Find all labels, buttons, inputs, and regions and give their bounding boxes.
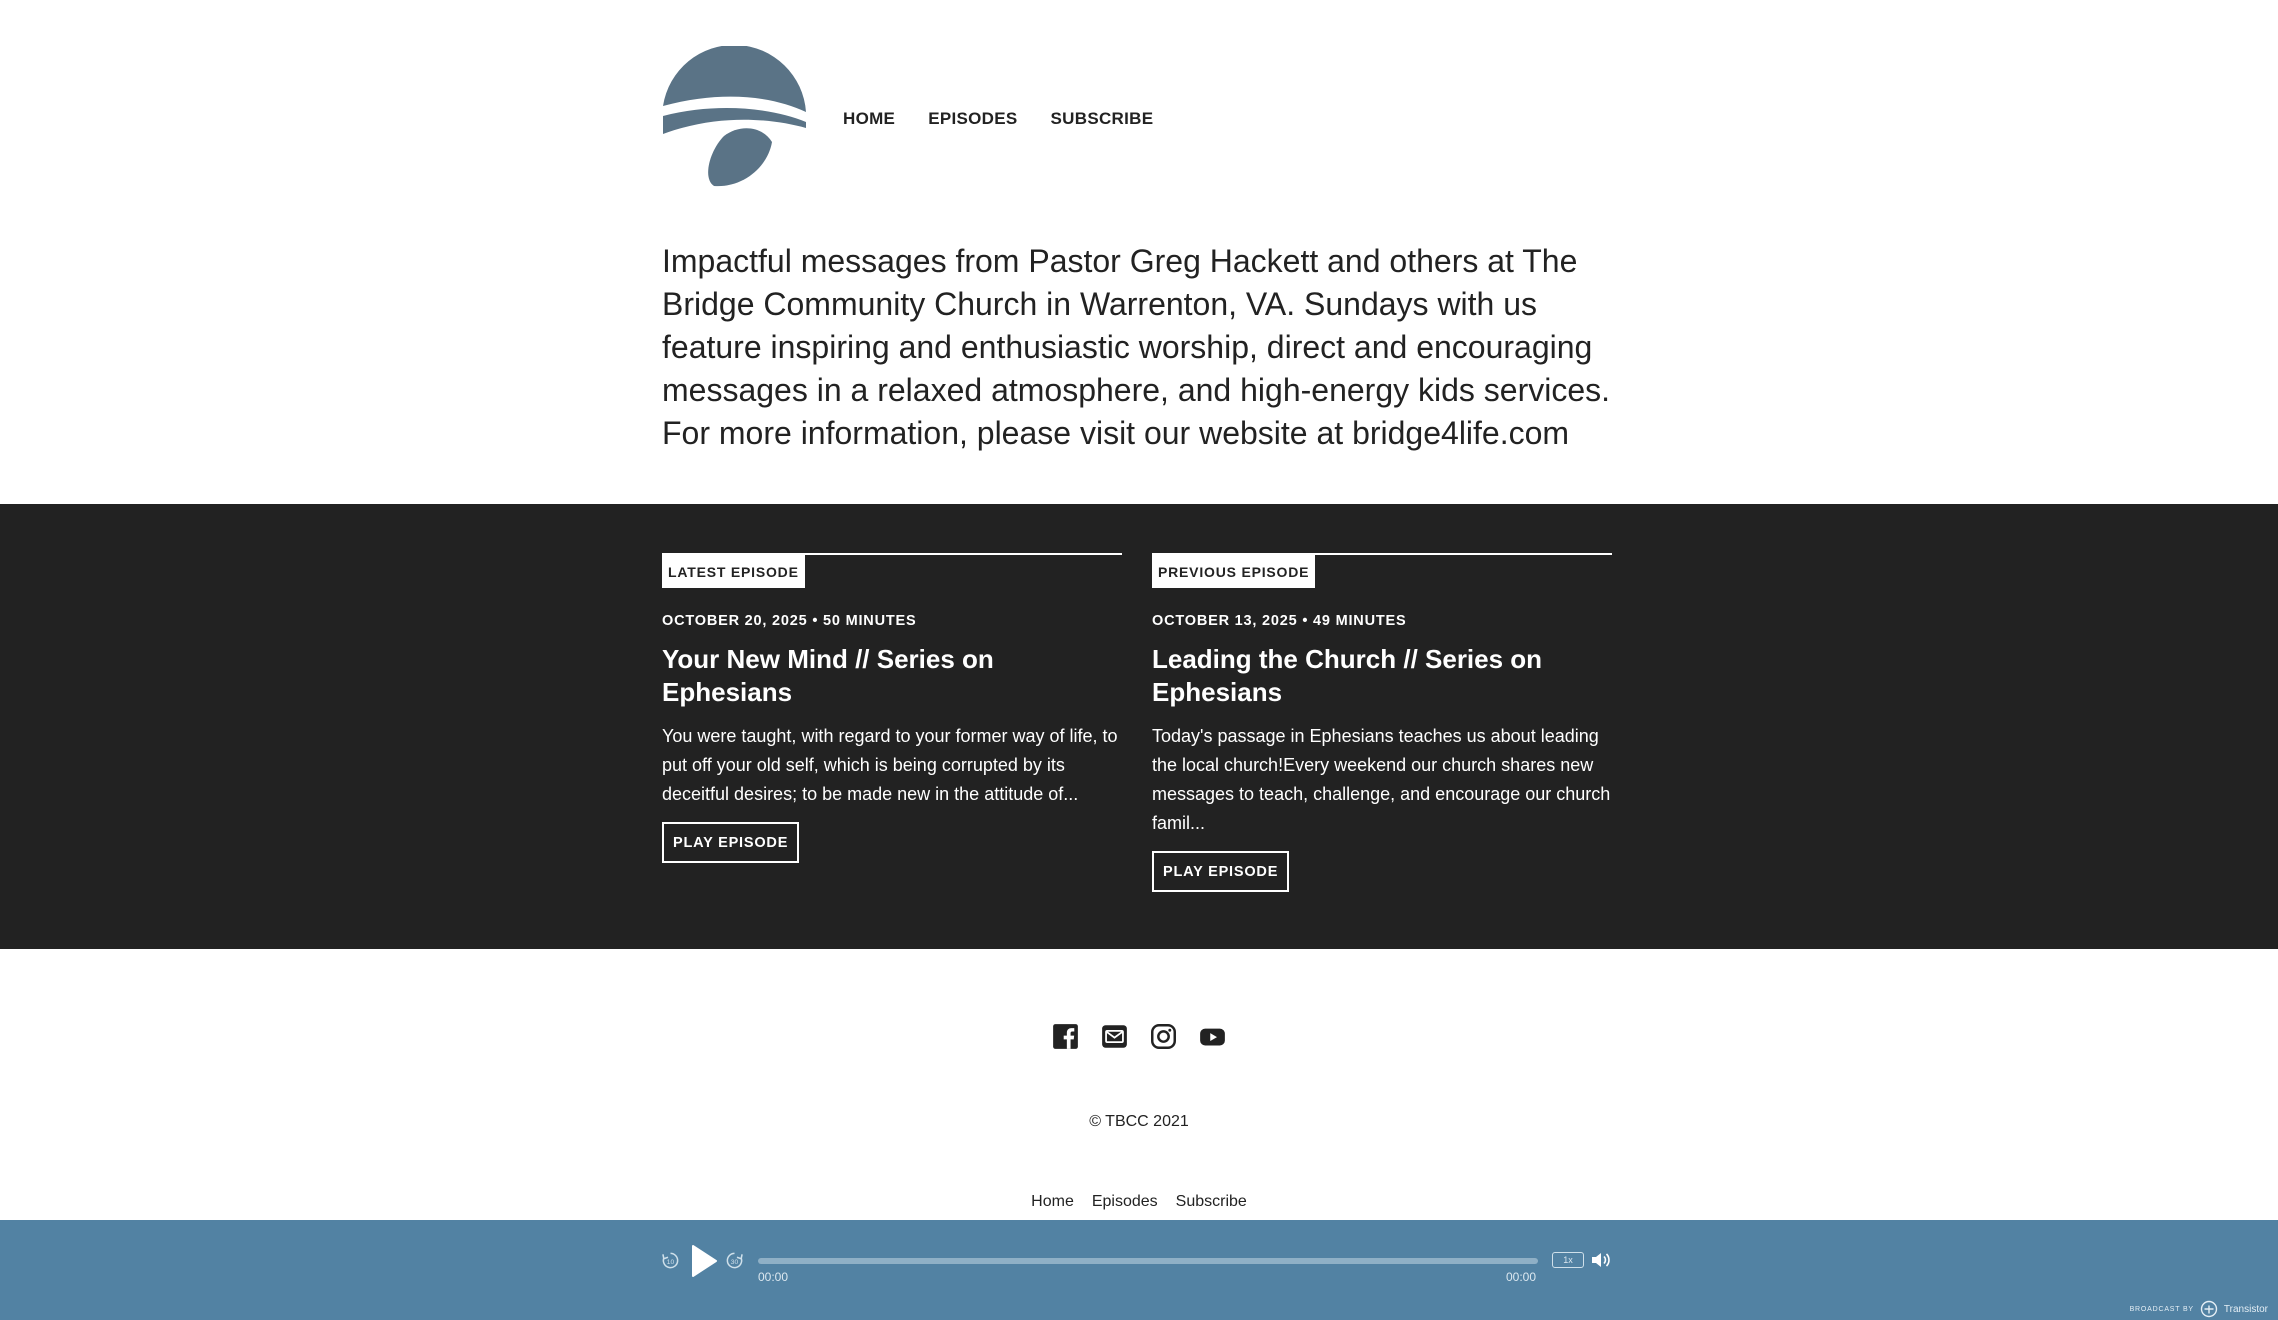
email-icon[interactable] bbox=[1101, 1023, 1128, 1050]
nav-episodes-link[interactable]: EPISODES bbox=[928, 108, 1018, 128]
skip-forward-30-icon[interactable] bbox=[725, 1251, 744, 1270]
volume-icon[interactable] bbox=[1591, 1251, 1611, 1269]
svg-text:10: 10 bbox=[666, 1258, 675, 1266]
episode-title[interactable]: Leading the Church // Series on Ephesians bbox=[1152, 644, 1543, 707]
nav-home-link[interactable]: HOME bbox=[843, 108, 896, 128]
main-nav bbox=[843, 109, 1186, 129]
facebook-icon[interactable] bbox=[1052, 1023, 1079, 1050]
episode-title[interactable]: Your New Mind // Series on Ephesians bbox=[662, 644, 994, 707]
transistor-label: Transistor bbox=[2223, 1303, 2268, 1315]
episode-meta: OCTOBER 20, 2025 • 50 MINUTES bbox=[662, 613, 917, 629]
footer-home-link[interactable]: Home bbox=[1031, 1193, 1074, 1210]
play-icon[interactable] bbox=[690, 1244, 718, 1278]
elapsed-time: 00:00 bbox=[758, 1270, 789, 1284]
broadcast-by-label: BROADCAST BY bbox=[2129, 1305, 2194, 1313]
episode-tag: PREVIOUS EPISODE bbox=[1152, 555, 1315, 588]
copyright-text: © TBCC 2021 bbox=[1089, 1113, 1189, 1130]
footer-episodes-link[interactable]: Episodes bbox=[1091, 1193, 1158, 1210]
instagram-icon[interactable] bbox=[1150, 1023, 1177, 1050]
podcast-description: Impactful messages from Pastor Greg Hackett and others at The Bridge Community Church in Warrenton, VA. Sundays with us feature inspiring and enthusiastic worship, direct and encouraging messages in a relaxed atmosphere, and high-energy kids services. For more information, please visit our website at bridge4life.com bbox=[662, 243, 1611, 451]
footer-subscribe-link[interactable]: Subscribe bbox=[1175, 1193, 1247, 1210]
youtube-icon[interactable] bbox=[1199, 1023, 1226, 1050]
episodes-section bbox=[0, 504, 2278, 949]
social-links bbox=[0, 1023, 2278, 1050]
audio-player bbox=[0, 1220, 2278, 1320]
footer-nav bbox=[0, 1193, 2278, 1211]
nav-subscribe-link[interactable]: SUBSCRIBE bbox=[1050, 108, 1154, 128]
transistor-logo-icon bbox=[2200, 1300, 2218, 1318]
play-episode-button[interactable]: PLAY EPISODE bbox=[1152, 851, 1289, 892]
site-header bbox=[662, 46, 1612, 191]
progress-bar[interactable] bbox=[758, 1258, 1538, 1264]
playback-speed-button[interactable]: 1x bbox=[1552, 1252, 1584, 1268]
skip-back-10-icon[interactable] bbox=[661, 1251, 680, 1270]
play-episode-button[interactable]: PLAY EPISODE bbox=[662, 822, 799, 863]
svg-text:30: 30 bbox=[730, 1258, 739, 1266]
broadcast-by-transistor[interactable] bbox=[2130, 1300, 2268, 1318]
episode-tag: LATEST EPISODE bbox=[662, 555, 805, 588]
episode-meta: OCTOBER 13, 2025 • 49 MINUTES bbox=[1152, 613, 1407, 629]
church-logo[interactable] bbox=[662, 46, 807, 191]
latest-episode-card bbox=[662, 553, 1122, 863]
episode-description: Today's passage in Ephesians teaches us about leading the local church!Every weekend our church shares new messages to teach, challenge, and encourage our church famil... bbox=[1152, 726, 1611, 833]
remaining-time: 00:00 bbox=[1506, 1270, 1537, 1284]
episode-description: You were taught, with regard to your former way of life, to put off your old self, which is being corrupted by its deceitful desires; to be made new in the attitude of... bbox=[662, 726, 1118, 804]
previous-episode-card bbox=[1152, 553, 1612, 892]
